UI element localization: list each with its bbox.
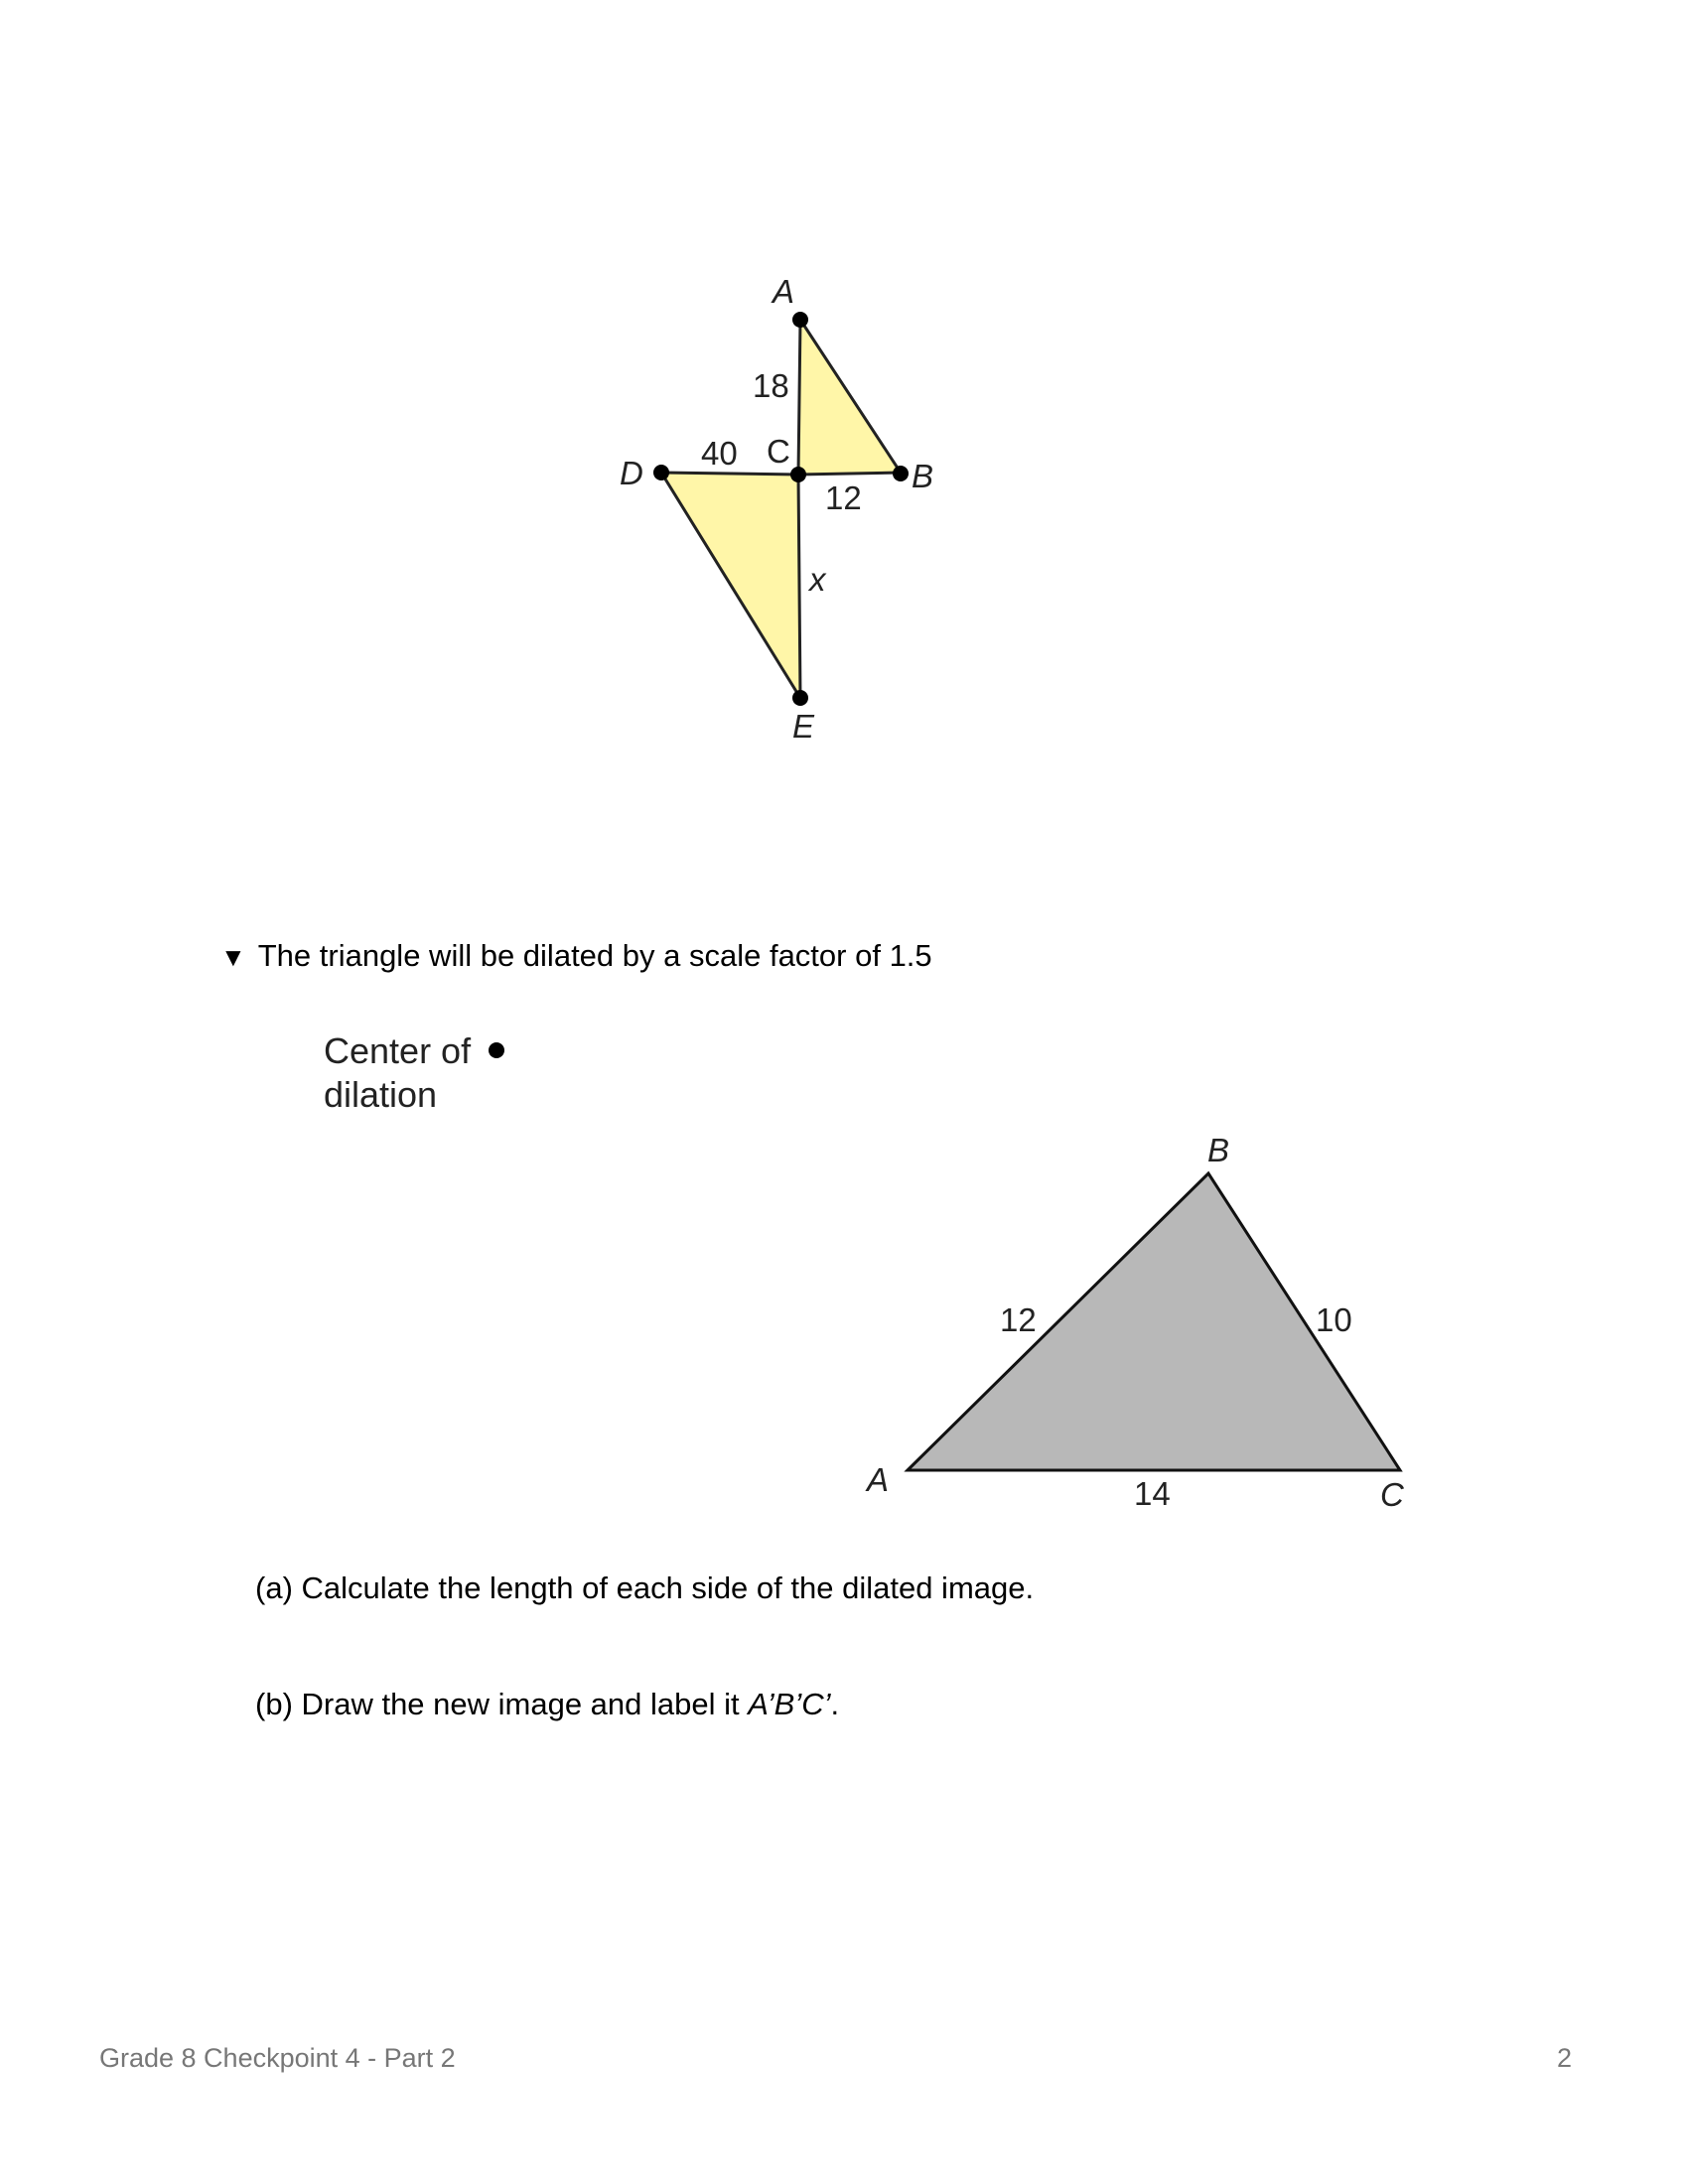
center-of-dilation-point <box>489 1042 504 1058</box>
label-e: E <box>792 708 815 745</box>
point-b <box>893 466 909 481</box>
point-d <box>653 465 669 480</box>
label-side-ab: 12 <box>1000 1301 1037 1338</box>
label-x: x <box>809 561 826 598</box>
label-c: C <box>767 433 790 470</box>
page-number: 2 <box>1557 2043 1573 2073</box>
label-18: 18 <box>753 367 789 404</box>
point-e <box>792 690 808 706</box>
label-a2: A <box>867 1461 890 1498</box>
question-a: (a) Calculate the length of each side of the dilated image. <box>255 1570 1035 1605</box>
point-a <box>792 312 808 328</box>
similar-triangles-figure <box>620 273 933 745</box>
label-side-ac: 14 <box>1134 1475 1171 1512</box>
center-of-dilation-label <box>324 1029 471 1117</box>
label-b: B <box>912 458 934 494</box>
question-b-suffix: . <box>830 1687 840 1721</box>
label-a: A <box>773 273 795 310</box>
question-b <box>255 1687 839 1722</box>
label-d: D <box>620 455 643 491</box>
bullet-instruction <box>220 938 932 974</box>
triangle-abc <box>798 320 901 475</box>
label-side-bc: 10 <box>1316 1301 1352 1338</box>
label-40: 40 <box>701 435 738 472</box>
question-b-text: (b) Draw the new image and label it <box>255 1687 749 1721</box>
instruction-text: The triangle will be dilated by a scale factor of 1.5 <box>257 938 932 973</box>
label-12: 12 <box>825 479 862 516</box>
center-label-line1: Center of <box>324 1030 472 1071</box>
question-b-label: A’B’C’ <box>748 1687 831 1721</box>
point-c <box>790 467 806 482</box>
dilation-triangle-figure <box>865 1132 1405 1513</box>
center-label-line2: dilation <box>324 1074 438 1115</box>
triangle-dce <box>661 473 800 698</box>
label-b2: B <box>1207 1132 1230 1168</box>
footer-title: Grade 8 Checkpoint 4 - Part 2 <box>99 2043 456 2073</box>
triangle-bullet-icon: ▼ <box>220 942 246 972</box>
label-c2: C <box>1380 1476 1404 1513</box>
